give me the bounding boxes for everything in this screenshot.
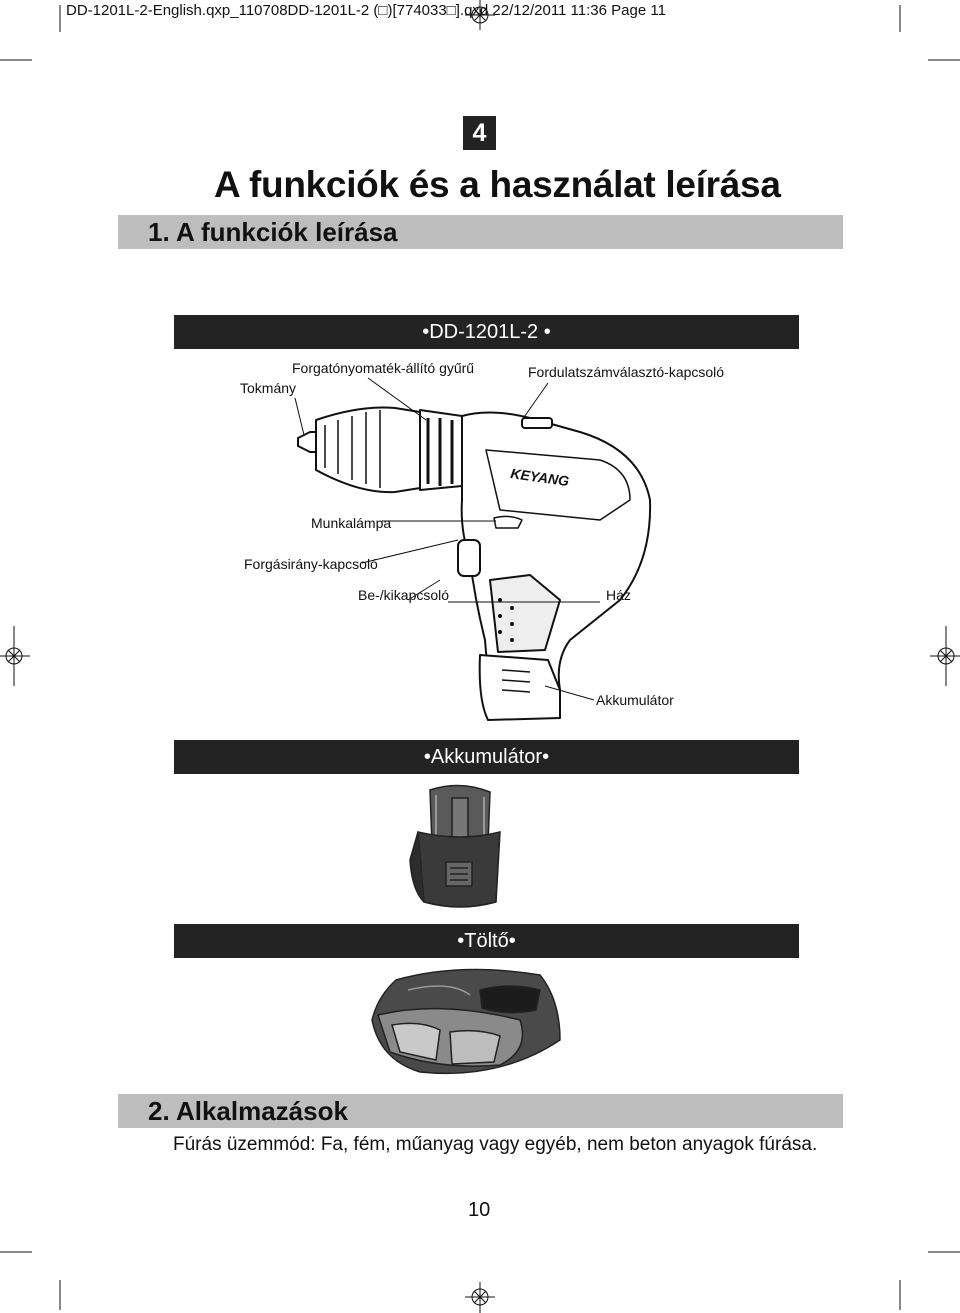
section-heading-applications [118, 1094, 843, 1128]
page-number: 10 [468, 1199, 491, 1221]
callout-housing: Ház [606, 587, 631, 603]
chapter-number: 4 [463, 116, 496, 150]
callout-on-off-switch: Be-/kikapcsoló [358, 587, 450, 603]
section-title: 2. Alkalmazások [148, 1096, 348, 1126]
callout-chuck: Tokmány [240, 380, 297, 396]
applications-text: Fúrás üzemmód: Fa, fém, műanyag vagy egyéb, nem beton anyagok fúrása. [173, 1134, 818, 1155]
charger-header-bar: •Töltő• [174, 924, 799, 958]
callout-speed-switch: Fordulatszámválasztó-kapcsoló [528, 364, 725, 380]
battery-header-bar: •Akkumulátor• [174, 740, 799, 774]
page-title: A funkciók és a használat leírása [214, 164, 781, 205]
callout-battery: Akkumulátor [596, 692, 674, 708]
file-slug: DD-1201L-2-English.qxp_110708DD-1201L-2 (□)[774033□].qxd 22/12/2011 11:36 Page 11 [66, 2, 666, 19]
section-title: 1. A funkciók leírása [148, 217, 398, 247]
callout-direction-switch: Forgásirány-kapcsoló [244, 556, 378, 572]
callout-torque-ring: Forgatónyomaték-állító gyűrű [292, 360, 475, 376]
callout-work-light: Munkalámpa [311, 515, 392, 531]
drill-header-bar: •DD-1201L-2 • [174, 315, 799, 349]
brand-logo: KEYANG [509, 465, 571, 490]
